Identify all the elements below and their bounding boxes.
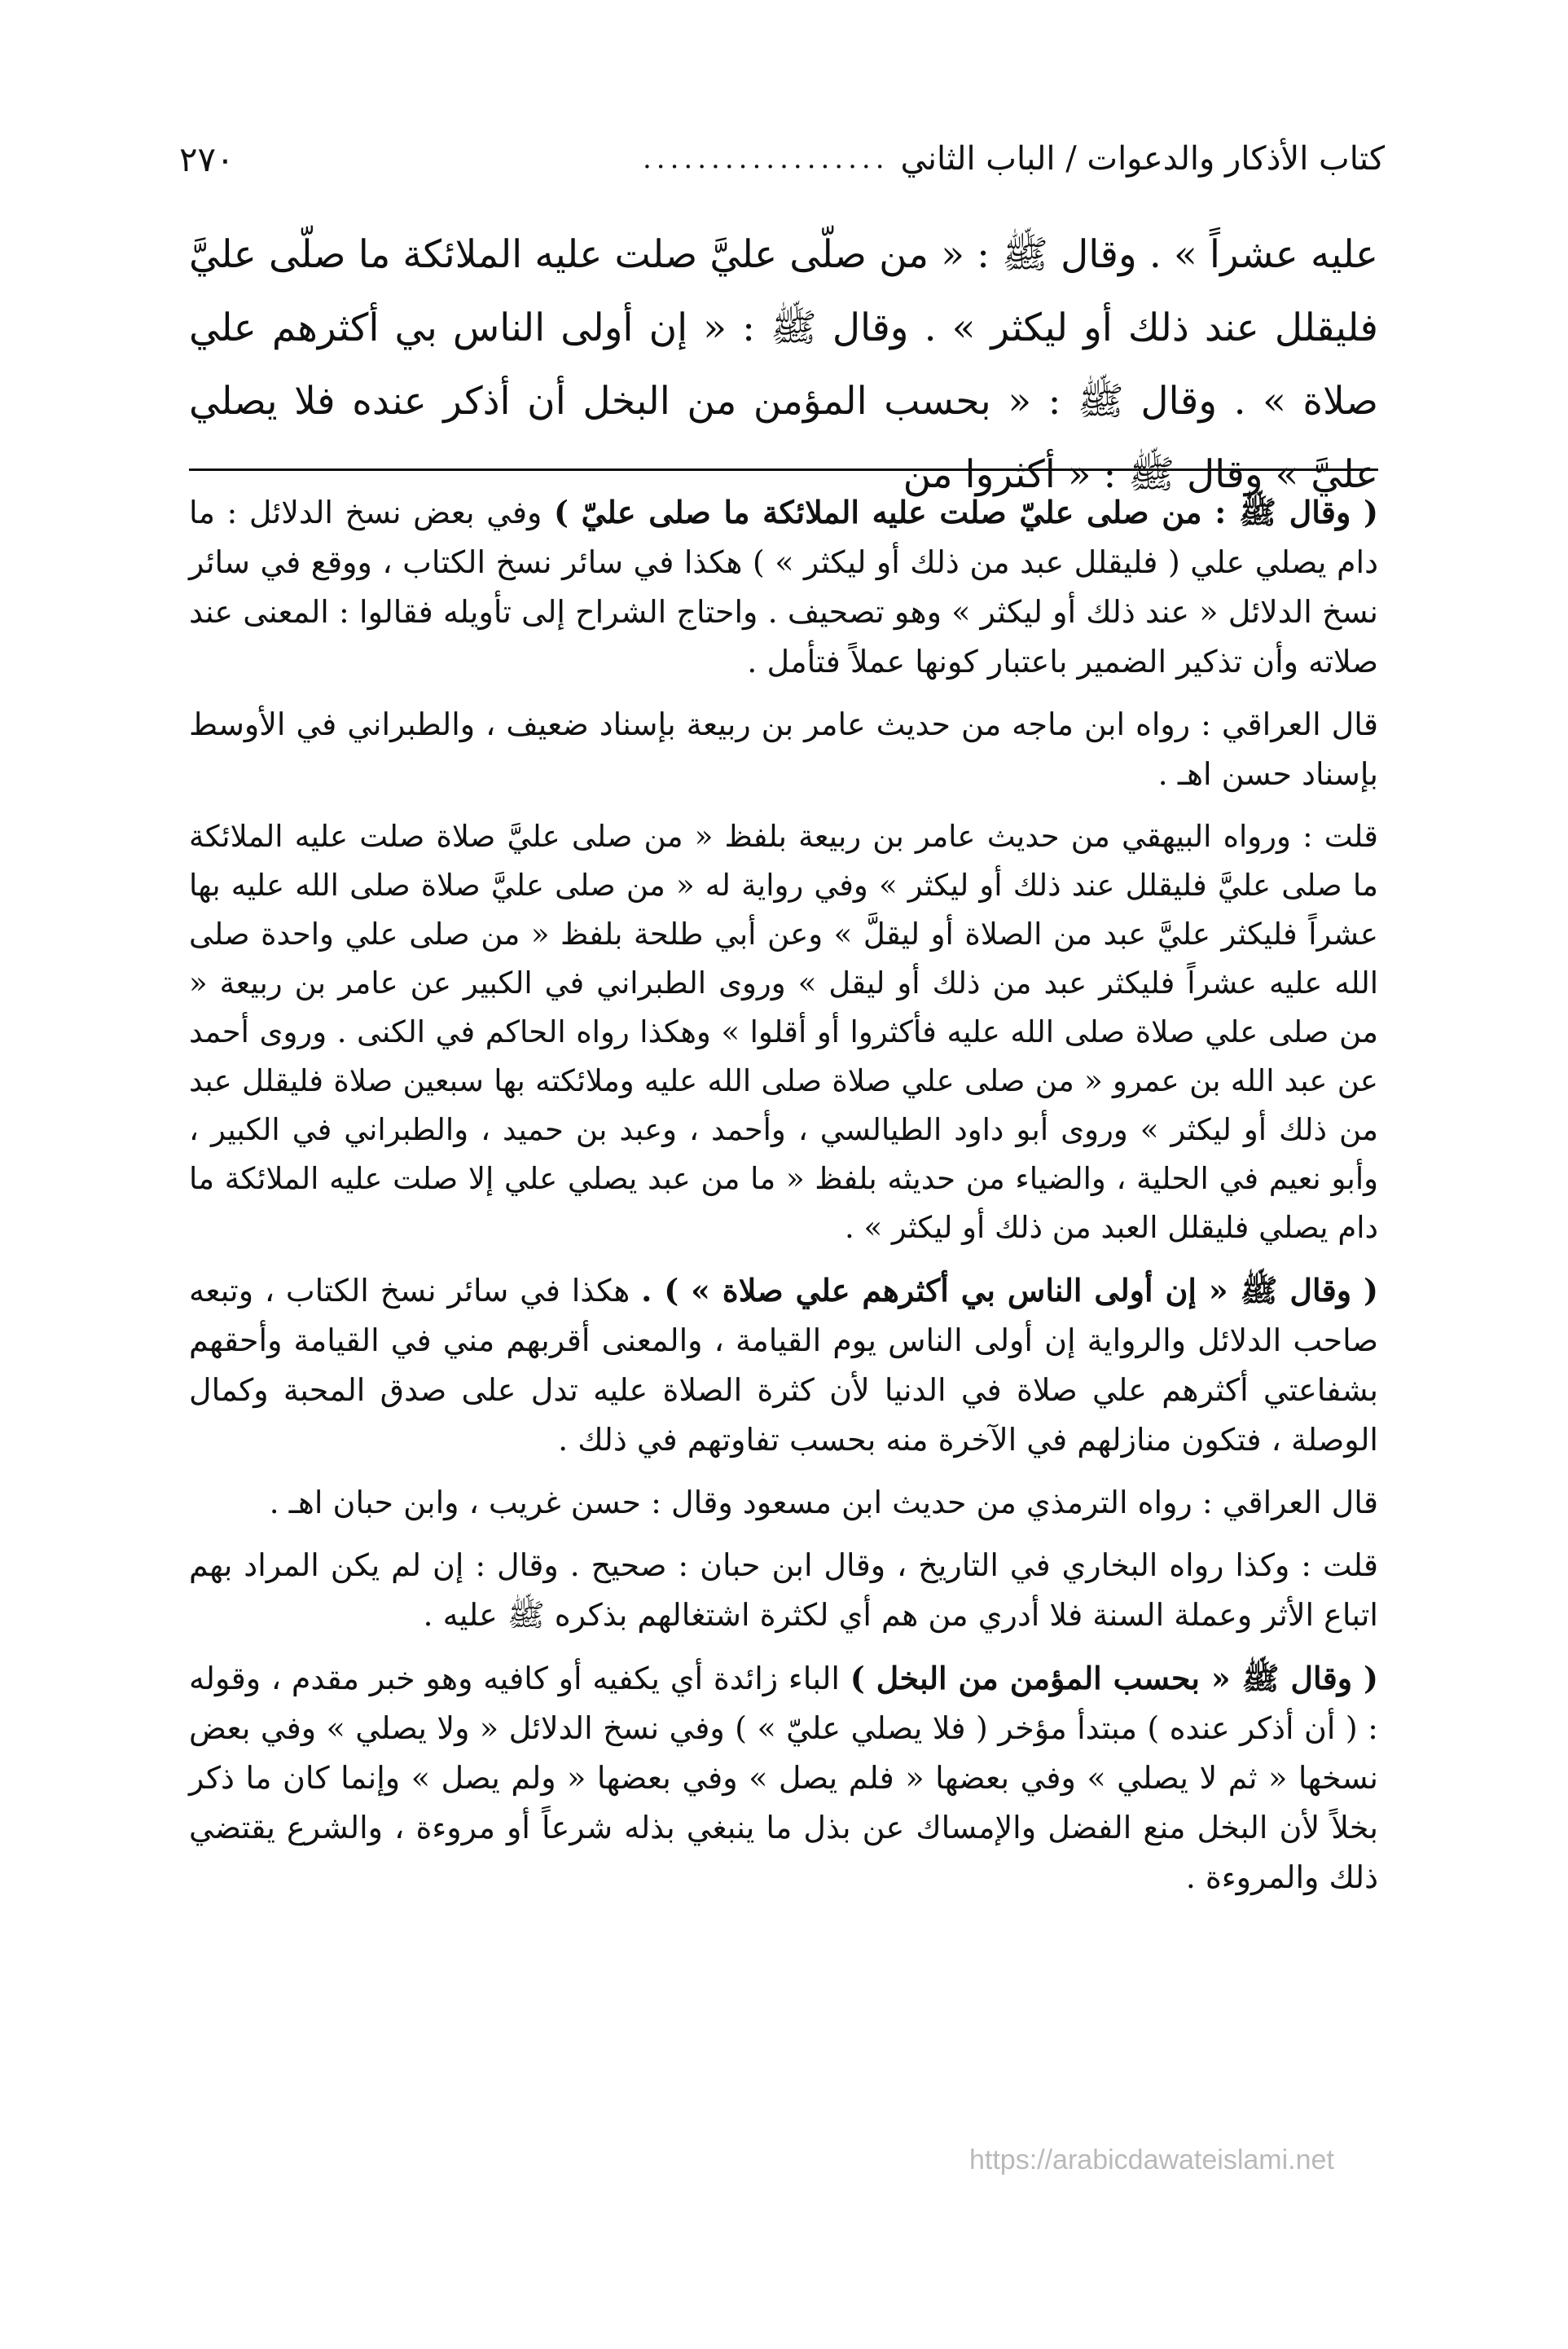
commentary-lemma: ( وقال ﷺ « إن أولى الناس بي أكثرهم علي صلاة » ) . xyxy=(641,1272,1378,1309)
header-title-group xyxy=(643,140,1385,178)
page-number: ٢٧٠ xyxy=(179,139,235,179)
commentary-paragraph xyxy=(189,1653,1378,1903)
commentary-lemma: ( وقال ﷺ : من صلى عليّ صلت عليه الملائكة ما صلى عليّ ) xyxy=(553,494,1378,530)
running-header xyxy=(179,130,1385,187)
commentary-text: قال العراقي : رواه ابن ماجه من حديث عامر بن ربيعة بإسناد ضعيف ، والطبراني في الأوسط بإسناد حسن اهـ . xyxy=(189,706,1378,792)
main-text: عليه عشراً » . وقال ﷺ : « من صلّى عليَّ صلت عليه الملائكة ما صلّى عليَّ فليقلل عند ذلك أو ليكثر » . وقال ﷺ : « إن أولى الناس بي أكثرهم علي صلاة » . وقال ﷺ : « بحسب المؤمن من البخل أن أذكر عنده فلا يصلي عليَّ » وقال ﷺ : « أكثروا من xyxy=(189,232,1378,497)
commentary-lemma: ( وقال ﷺ « بحسب المؤمن من البخل ) xyxy=(850,1660,1378,1696)
commentary-paragraph xyxy=(189,1478,1378,1528)
header-dot-leader: .................. xyxy=(643,143,889,175)
commentary-text: قلت : وكذا رواه البخاري في التاريخ ، وقال ابن حبان : صحيح . وقال : إن لم يكن المراد بهم اتباع الأثر وعملة السنة فلا أدري من هم أي لكثرة اشتغالهم بذكره ﷺ عليه . xyxy=(189,1547,1378,1633)
source-watermark: https://arabicdawateislami.net xyxy=(969,2144,1334,2175)
header-title: كتاب الأذكار والدعوات / الباب الثاني xyxy=(900,140,1385,178)
commentary-paragraph xyxy=(189,700,1378,799)
commentary-text: الباء زائدة أي يكفيه أو كافيه وهو خبر مقدم ، وقوله : ( أن أذكر عنده ) مبتدأ مؤخر ( فلا يصلي عليّ » ) وفي نسخ الدلائل « ولا يصلي » وفي بعض نسخها « ثم لا يصلي » وفي بعضها « فلم يصل » وفي بعضها « ولم يصل » وإنما كان ما ذكر بخلاً لأن البخل منع الفضل والإمساك عن بذل ما ينبغي بذله شرعاً أو مروءة ، والشرع يقتضي ذلك والمروءة . xyxy=(189,1661,1378,1895)
commentary-text: هكذا في سائر نسخ الكتاب ، وتبعه صاحب الدلائل والرواية إن أولى الناس يوم القيامة ، والمعنى أقربهم مني في القيامة وأحقهم بشفاعتي أكثرهم علي صلاة في الدنيا لأن كثرة الصلاة عليه تدل على صدق المحبة وكمال الوصلة ، فتكون منازلهم في الآخرة منه بحسب تفاوتهم في ذلك . xyxy=(189,1273,1378,1458)
text-commentary-divider xyxy=(189,468,1378,471)
commentary-paragraph xyxy=(189,1265,1378,1465)
commentary xyxy=(189,487,1378,1916)
commentary-text: قال العراقي : رواه الترمذي من حديث ابن مسعود وقال : حسن غريب ، وابن حبان اهـ . xyxy=(269,1485,1378,1520)
commentary-text: وفي بعض نسخ الدلائل : ما دام يصلي علي ( فليقلل عبد من ذلك أو ليكثر » ) هكذا في سائر نسخ الكتاب ، ووقع في سائر نسخ الدلائل « عند ذلك أو ليكثر » وهو تصحيف . واحتاج الشراح إلى تأويله فقالوا : المعنى عند صلاته وأن تذكير الضمير باعتبار كونها عملاً فتأمل . xyxy=(189,495,1378,680)
commentary-paragraph xyxy=(189,812,1378,1252)
commentary-text: قلت : ورواه البيهقي من حديث عامر بن ربيعة بلفظ « من صلى عليَّ صلاة صلت عليه الملائكة ما صلى عليَّ فليقلل عند ذلك أو ليكثر » وفي رواية له « من صلى عليَّ صلاة صلى الله عليه بها عشراً فليكثر عليَّ عبد من الصلاة أو ليقلَّ » وعن أبي طلحة بلفظ « من صلى علي واحدة صلى الله عليه عشراً فليكثر عبد من ذلك أو ليقل » وروى الطبراني في الكبير عن عامر بن ربيعة « من صلى علي صلاة صلى الله عليه فأكثروا أو أقلوا » وهكذا رواه الحاكم في الكنى . وروى أحمد عن عبد الله بن عمرو « من صلى علي صلاة صلى الله عليه وملائكته بها سبعين صلاة فليقلل عبد من ذلك أو ليكثر » وروى أبو داود الطيالسي ، وأحمد ، وعبد بن حميد ، والطبراني في الكبير ، وأبو نعيم في الحلية ، والضياء من حديثه بلفظ « ما من عبد يصلي علي إلا صلت عليه الملائكة ما دام يصلي فليقلل العبد من ذلك أو ليكثر » . xyxy=(189,819,1378,1245)
commentary-paragraph xyxy=(189,1541,1378,1640)
commentary-paragraph xyxy=(189,487,1378,687)
